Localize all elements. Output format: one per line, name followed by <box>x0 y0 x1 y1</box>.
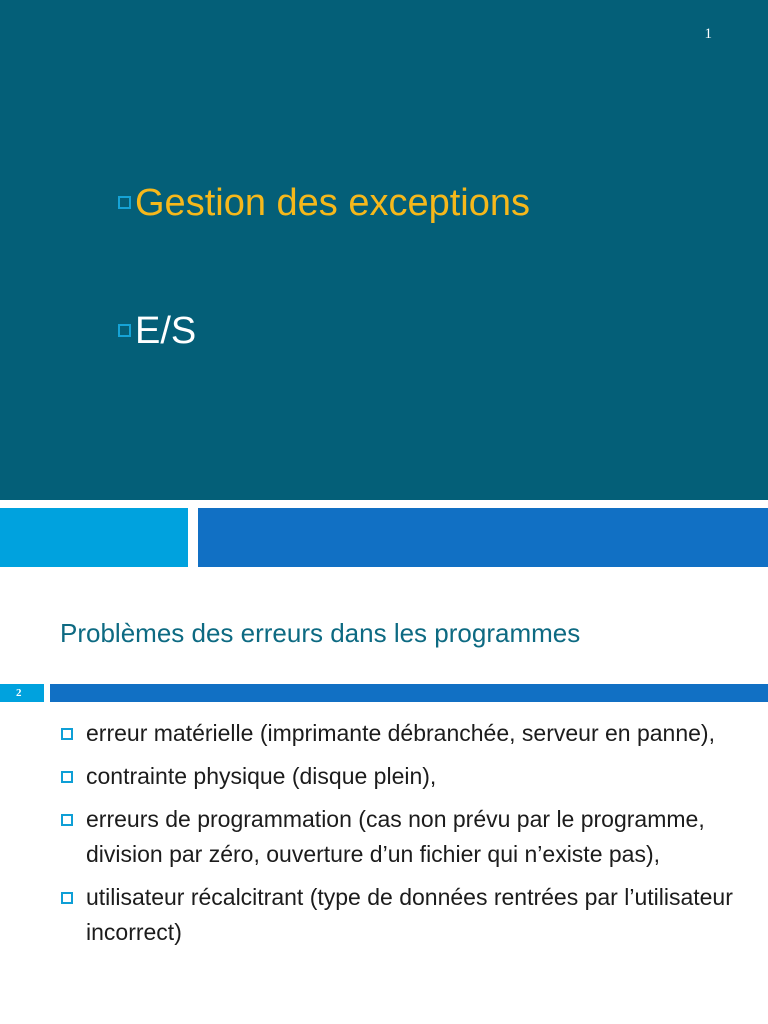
square-bullet-icon <box>61 892 73 904</box>
square-bullet-icon <box>61 771 73 783</box>
list-item: contrainte physique (disque plein), <box>60 759 750 794</box>
list-item: utilisateur récalcitrant (type de données rentrées par l’utilisateur incorrect) <box>60 880 750 950</box>
title-item-label: E/S <box>135 310 197 352</box>
list-item: erreurs de programmation (cas non prévu par le programme, division par zéro, ouverture d’un fichier qui n’existe pas), <box>60 802 750 872</box>
square-bullet-icon <box>118 196 131 209</box>
title-item-label: Gestion des exceptions <box>135 182 531 224</box>
square-bullet-icon <box>61 728 73 740</box>
slide-number-box: 2 <box>0 684 44 702</box>
square-bullet-icon <box>61 814 73 826</box>
slide-2-title: Problèmes des erreurs dans les programmes <box>60 618 581 648</box>
title-item-es <box>118 310 196 353</box>
decorative-band-right <box>198 508 768 567</box>
square-bullet-icon <box>118 324 131 337</box>
decorative-band-left <box>0 508 188 567</box>
slide-1 <box>0 0 768 500</box>
bullet-list <box>60 716 750 958</box>
list-item: erreur matérielle (imprimante débranchée, serveur en panne), <box>60 716 750 751</box>
header-bar <box>50 684 768 702</box>
title-item-exceptions <box>118 182 530 225</box>
slide-number: 1 <box>704 26 712 42</box>
